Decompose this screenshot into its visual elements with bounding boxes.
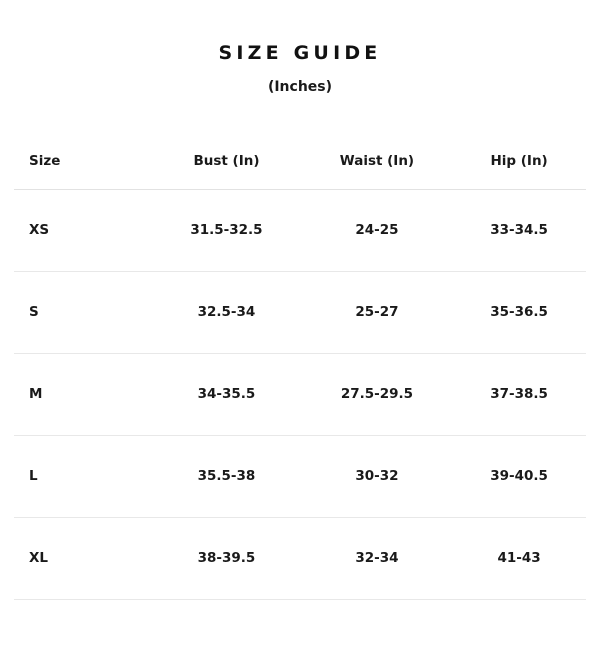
- cell-hip: 35-36.5: [490, 304, 548, 321]
- cell-size: XL: [29, 550, 49, 567]
- cell-size: M: [29, 386, 43, 403]
- table-header: [14, 134, 586, 190]
- cell-hip: 37-38.5: [490, 386, 548, 403]
- cell-bust: 38-39.5: [197, 550, 256, 567]
- cell-size: XS: [29, 222, 50, 239]
- cell-waist: 32-34: [355, 550, 399, 567]
- cell-waist: 30-32: [355, 468, 399, 485]
- cell-hip: 33-34.5: [490, 222, 548, 239]
- column-header-bust: Bust (In): [151, 134, 301, 190]
- size-chart-table: [14, 134, 586, 600]
- cell-waist: 24-25: [355, 222, 399, 239]
- table-row: [14, 517, 586, 599]
- table-body: [14, 189, 586, 599]
- table-row: [14, 189, 586, 271]
- table-row: [14, 271, 586, 353]
- cell-bust: 35.5-38: [197, 468, 256, 485]
- cell-waist: 25-27: [355, 304, 399, 321]
- cell-hip: 39-40.5: [490, 468, 548, 485]
- cell-waist: 27.5-29.5: [340, 386, 414, 403]
- cell-size: S: [29, 304, 39, 321]
- table-row: [14, 353, 586, 435]
- table-row: [14, 435, 586, 517]
- cell-bust: 34-35.5: [197, 386, 256, 403]
- page-header: [0, 0, 600, 96]
- column-header-size: Size: [14, 134, 151, 190]
- table-header-row: [14, 134, 586, 190]
- page-title: SIZE GUIDE: [218, 42, 382, 64]
- cell-hip: 41-43: [497, 550, 541, 567]
- cell-size: L: [29, 468, 38, 485]
- size-table-container: [0, 134, 600, 600]
- page-subtitle: (Inches): [267, 78, 333, 95]
- cell-bust: 32.5-34: [197, 304, 256, 321]
- column-header-hip: Hip (In): [452, 134, 586, 190]
- cell-bust: 31.5-32.5: [190, 222, 263, 239]
- column-header-waist: Waist (In): [302, 134, 452, 190]
